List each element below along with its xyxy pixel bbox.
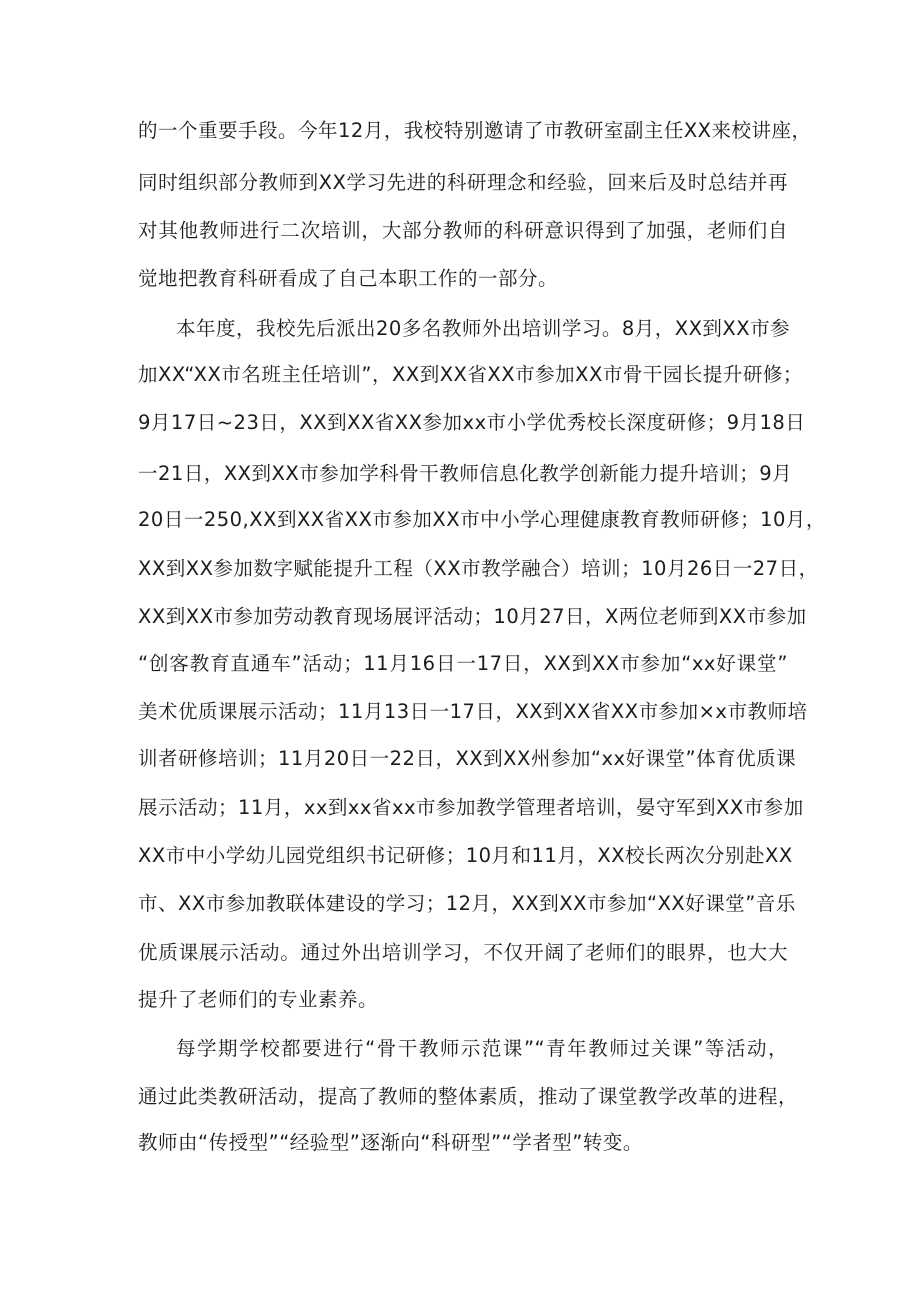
paragraph-1-line-2: 同时组织部分教师到XX学习先进的科研理念和经验，回来后及时总结并再 (138, 171, 788, 194)
paragraph-3-line-3: 教师由“传授型”“经验型”逐渐向“科研型”“学者型”转变。 (138, 1131, 643, 1154)
paragraph-2-line-7: XX到XX市参加劳动教育现场展评活动；10月27日，X两位老师到XX市参加 (138, 605, 807, 628)
paragraph-2-line-3: 9月17日~23日，XX到XX省XX参加xx市小学优秀校长深度研修；9月18日 (138, 411, 806, 434)
paragraph-2-line-6: XX到XX参加数字赋能提升工程（XX市教学融合）培训；10月26日一27日， (138, 557, 819, 580)
paragraph-2-line-15: 提升了老师们的专业素养。 (138, 988, 379, 1011)
paragraph-2-line-12: XX市中小学幼儿园党组织书记研修；10月和11月，XX校长两次分别赴XX (138, 844, 793, 867)
paragraph-2-line-10: 训者研修培训；11月20日一22日，XX到XX州参加“xx好课堂”体育优质课 (138, 747, 797, 770)
paragraph-2-line-4: 一21日，XX到XX市参加学科骨干教师信息化教学创新能力提升培训；9月 (138, 462, 793, 485)
paragraph-1-line-4: 觉地把教育科研看成了自己本职工作的一部分。 (138, 267, 559, 290)
paragraph-2-line-14: 优质课展示活动。通过外出培训学习，不仅开阔了老师们的眼界，也大大 (138, 941, 788, 964)
paragraph-2-line-11: 展示活动；11月，xx到xx省xx市参加教学管理者培训，晏守军到XX市参加 (138, 796, 804, 819)
paragraph-3-line-2: 通过此类教研活动，提高了教师的整体素质，推动了课堂教学改革的进程， (138, 1085, 799, 1108)
paragraph-1-line-1: 的一个重要手段。今年12月，我校特别邀请了市教研室副主任XX来校讲座， (138, 119, 812, 142)
paragraph-2-line-8: “创客教育直通车”活动；11月16日一17日，XX到XX市参加“xx好课堂” (138, 652, 788, 675)
paragraph-2-line-2: 加XX“XX市名班主任培训”，XX到XX省XX市参加XX市骨干园长提升研修； (138, 363, 803, 386)
paragraph-2-line-1: 本年度，我校先后派出20多名教师外出培训学习。8月，XX到XX市参 (176, 317, 791, 340)
paragraph-2-line-9: 美术优质课展示活动；11月13日一17日，XX到XX省XX市参加×x市教师培 (138, 700, 808, 723)
paragraph-3-line-1: 每学期学校都要进行“骨干教师示范课”“青年教师过关课”等活动， (176, 1037, 788, 1060)
paragraph-1-line-3: 对其他教师进行二次培训，大部分教师的科研意识得到了加强，老师们自 (138, 219, 788, 242)
paragraph-2-line-5: 20日一250,XX到XX省XX市参加XX市中小学心理健康教育教师研修；10月， (138, 508, 826, 531)
paragraph-2-line-13: 市、XX市参加教联体建设的学习；12月，XX到XX市参加“XX好课堂”音乐 (138, 892, 796, 915)
